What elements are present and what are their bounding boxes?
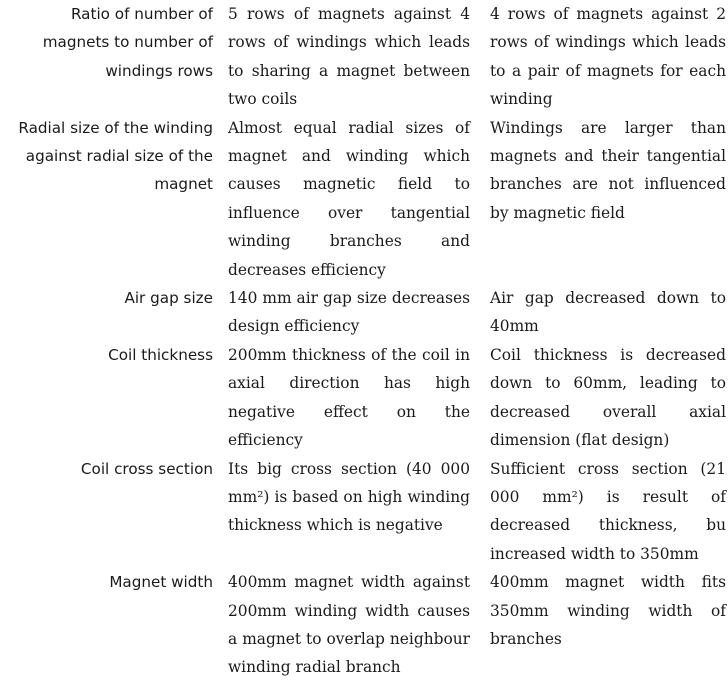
table-row xyxy=(0,284,728,341)
table-row xyxy=(0,568,728,682)
previous-design-cell: Its big cross section (40 000 mm²) is based on high winding thickness which is negative xyxy=(228,459,470,535)
improved-design-cell: 4 rows of magnets against 2 rows of windings which leads to a pair of magnets for each winding xyxy=(490,5,726,109)
table-row xyxy=(0,114,728,284)
row-label: Coil thickness xyxy=(108,345,213,364)
previous-design-cell: 400mm magnet width against 200mm winding width causes a magnet to overlap neighbour winding radial branch xyxy=(228,573,470,677)
previous-design-cell: 200mm thickness of the coil in axial direction has high negative effect on the efficiency xyxy=(228,345,470,450)
improved-design-cell: Coil thickness is decreased down to 60mm, leading to decreased overall axial dimension (flat design) xyxy=(490,345,726,450)
previous-design-cell: 5 rows of magnets against 4 rows of windings which leads to sharing a magnet between two coils xyxy=(228,5,470,109)
improved-design-cell: 400mm magnet width fits 350mm winding width of branches xyxy=(490,573,726,648)
improved-design-cell: Air gap decreased down to 40mm xyxy=(490,289,726,336)
improved-design-cell: Sufficient cross section (21 000 mm²) is result of decreased thickness, bu increased width to 350mm xyxy=(490,459,726,563)
previous-design-cell: 140 mm air gap size decreases design efficiency xyxy=(228,289,470,336)
table-row xyxy=(0,455,728,569)
table-row xyxy=(0,341,728,455)
row-label: Ratio of number of magnets to number of windings rows xyxy=(42,5,213,80)
row-label: Radial size of the winding against radial size of the magnet xyxy=(18,118,213,194)
row-label: Coil cross section xyxy=(80,459,213,478)
improved-design-cell: Windings are larger than magnets and their tangential branches are not influenced by magnetic field xyxy=(490,118,726,222)
row-label: Magnet width xyxy=(109,573,213,592)
table-row xyxy=(0,0,728,114)
previous-design-cell: Almost equal radial sizes of magnet and winding which causes magnetic field to influence over tangential winding branches and decreases efficiency xyxy=(228,118,470,279)
row-label: Air gap size xyxy=(124,289,213,308)
